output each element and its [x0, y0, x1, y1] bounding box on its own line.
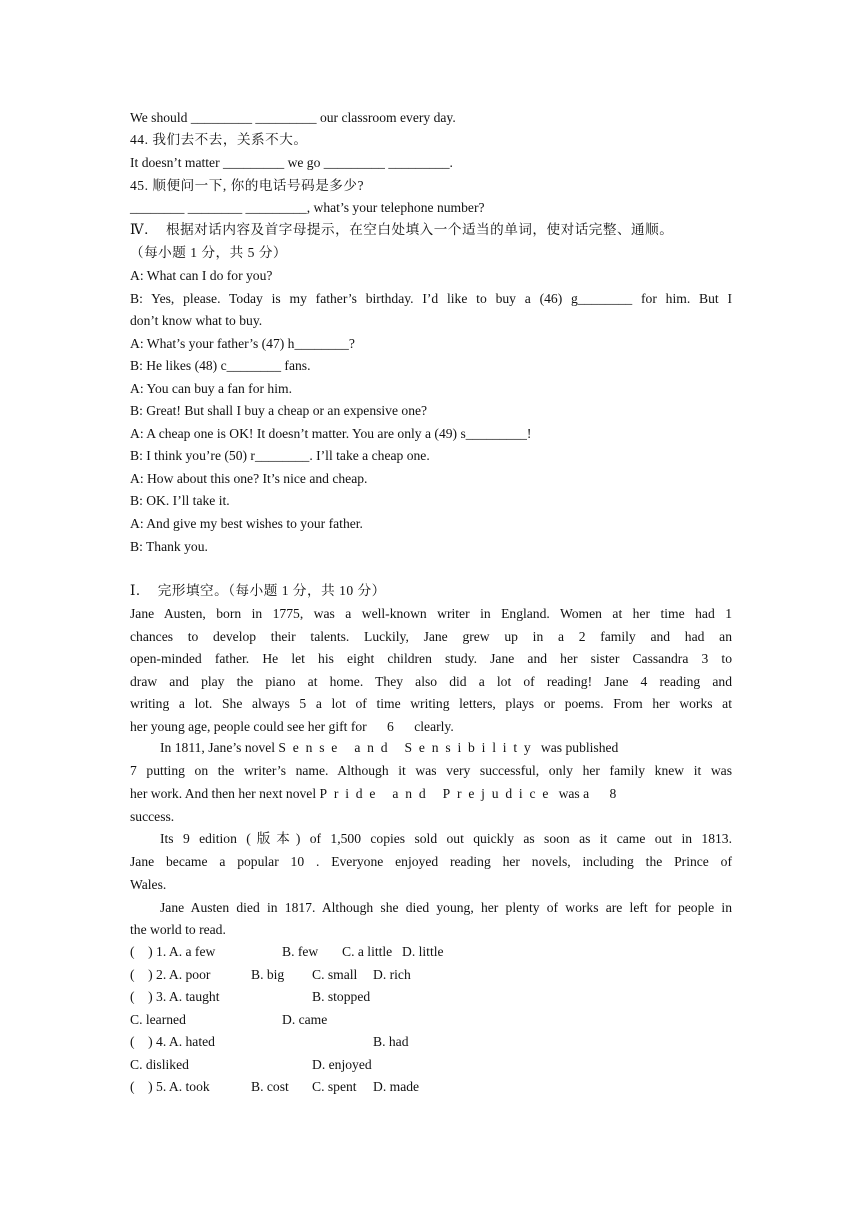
passage-line: Jane Austen died in 1817. Although she died young, her plenty of works are left for people in [160, 900, 732, 915]
option-q4-c: C. disliked [130, 1057, 189, 1072]
option-q1-d: D. little [402, 944, 444, 959]
novel-title-pride: Pride and Prejudice [319, 786, 556, 801]
passage-line [160, 739, 618, 757]
dialogue-line: A: What’s your father’s (47) h________? [130, 336, 355, 351]
option-q2-c: C. small [312, 967, 358, 982]
passage-line: open-minded father. He let his eight children study. Jane and her sister Cassandra 3 to [130, 651, 732, 666]
question-44: 44. 我们去不去，关系不大。 [130, 132, 308, 147]
passage-line: the world to read. [130, 922, 226, 937]
dialogue-line: B: Great! But shall I buy a cheap or an expensive one? [130, 403, 428, 418]
option-q5-b: B. cost [251, 1079, 289, 1094]
question-45: 45. 顺便问一下, 你的电话号码是多少? [130, 178, 365, 193]
passage-line: her young age, people could see her gift for 6 clearly. [130, 719, 454, 734]
passage-line: writing a lot. She always 5 a lot of time writing letters, plays or poems. From her works at [130, 696, 732, 711]
dialogue-line: A: And give my best wishes to your father. [130, 516, 363, 531]
dialogue-line: A: You can buy a fan for him. [130, 381, 292, 396]
option-q1-b: B. few [282, 944, 319, 959]
section-scoring: （每小题 1 分，共 5 分） [130, 245, 288, 260]
passage-text: was published [537, 740, 619, 755]
dialogue-line: A: A cheap one is OK! It doesn’t matter. You are only a (49) s_________! [130, 426, 532, 441]
passage-line: Wales. [130, 877, 167, 892]
dialogue-line: B: I think you’re (50) r________. I’ll take a cheap one. [130, 448, 430, 463]
passage-line: chances to develop their talents. Luckily, Jane grew up in a 2 family and had an [130, 629, 732, 644]
option-q2-b: B. big [251, 967, 285, 982]
passage-line: Jane became a popular 10 . Everyone enjoyed reading her novels, including the Prince of [130, 854, 732, 869]
dialogue-line: B: OK. I’ll take it. [130, 493, 230, 508]
dialogue-line: A: What can I do for you? [130, 268, 273, 283]
option-q3-d: D. came [282, 1012, 328, 1027]
passage-text: In 1811, Jane’s novel [160, 740, 279, 755]
passage-line: 7 putting on the writer’s name. Although it was very successful, only her family knew it was [130, 763, 732, 778]
passage-line [130, 785, 616, 803]
dialogue-line: A: How about this one? It’s nice and cheap. [130, 471, 368, 486]
text-line: It doesn’t matter _________ we go _________ _________. [130, 155, 453, 170]
text-line: We should _________ _________ our classroom every day. [130, 110, 456, 125]
option-q5-d: D. made [373, 1079, 420, 1094]
passage-text: her work. And then her next novel [130, 786, 320, 801]
passage-line: success. [130, 809, 175, 824]
option-q3-c: C. learned [130, 1012, 186, 1027]
option-q4-b: B. had [373, 1034, 409, 1049]
option-q4-a: ( ) 4. A. hated [130, 1034, 215, 1049]
option-q5-a: ( ) 5. A. took [130, 1079, 210, 1094]
dialogue-line: B: Yes, please. Today is my father’s birthday. I’d like to buy a (46) g________ for him. But I [130, 291, 732, 306]
passage-line: Jane Austen, born in 1775, was a well-known writer in England. Women at her time had 1 [130, 606, 732, 621]
option-q3-a: ( ) 3. A. taught [130, 989, 220, 1004]
section-heading-cloze: Ⅰ． 完形填空。（每小题 1 分，共 10 分） [130, 583, 386, 598]
passage-line: draw and play the piano at home. They also did a lot of reading! Jane 4 reading and [130, 674, 732, 689]
option-q1-a: ( ) 1. A. a few [130, 944, 216, 959]
option-q2-d: D. rich [373, 967, 411, 982]
option-q1-c: C. a little [342, 944, 393, 959]
passage-line: Its 9 edition (版本) of 1,500 copies sold out quickly as soon as it came out in 1813. [160, 831, 732, 846]
dialogue-line: don’t know what to buy. [130, 313, 263, 328]
text-line: ________ ________ _________, what’s your telephone number? [130, 200, 485, 215]
dialogue-line: B: He likes (48) c________ fans. [130, 358, 311, 373]
option-q2-a: ( ) 2. A. poor [130, 967, 211, 982]
dialogue-line: B: Thank you. [130, 539, 208, 554]
option-q5-c: C. spent [312, 1079, 357, 1094]
option-q4-d: D. enjoyed [312, 1057, 372, 1072]
section-heading-iv: Ⅳ． 根据对话内容及首字母提示，在空白处填入一个适当的单词，使对话完整、通顺。 [130, 222, 674, 237]
passage-text: was a 8 [555, 786, 617, 801]
option-q3-b: B. stopped [312, 989, 371, 1004]
novel-title-sense: Sense and Sensibility [278, 740, 538, 755]
